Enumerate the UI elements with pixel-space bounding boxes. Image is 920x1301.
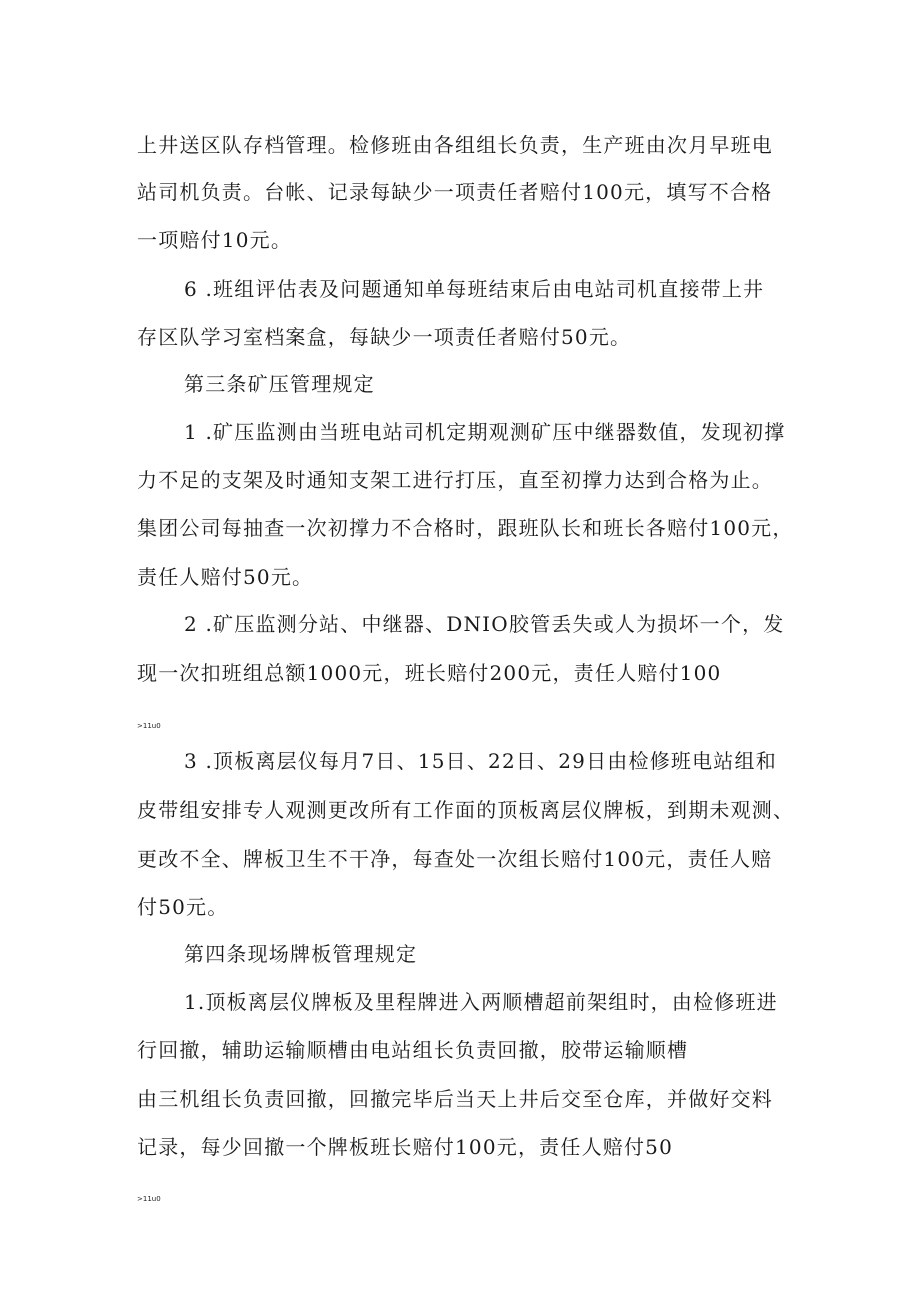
paragraph-line: 1 .矿压监测由当班电站司机定期观测矿压中继器数值，发现初撑	[184, 420, 786, 444]
paragraph-line: 2 .矿压监测分站、中继器、DNIO胶管丢失或人为损坏一个，发	[184, 612, 785, 636]
paragraph-line: 记录，每少回撤一个牌板班长赔付100元，责任人赔付50	[137, 1135, 674, 1159]
section-heading: 第三条矿压管理规定	[184, 372, 375, 396]
paragraph-line: 存区队学习室档案盒，每缺少一项责任者赔付50元。	[137, 325, 632, 349]
paragraph-line: 集团公司每抽查一次初撑力不合格时，跟班队长和班长各赔付100元，	[137, 516, 794, 540]
paragraph-line: 1.顶板离层仪牌板及里程牌进入两顺槽超前架组时，由检修班进	[184, 990, 778, 1014]
section-heading: 第四条现场牌板管理规定	[184, 942, 418, 966]
paragraph-line: 6 .班组评估表及问题通知单每班结束后由电站司机直接带上井	[184, 277, 765, 301]
paragraph-line: 上井送区队存档管理。检修班由各组组长负责，生产班由次月早班电	[137, 133, 773, 157]
paragraph-line: 力不足的支架及时通知支架工进行打压，直至初撑力达到合格为止。	[137, 468, 773, 492]
paragraph-line: 皮带组安排专人观测更改所有工作面的顶板离层仪牌板，到期未观测、	[137, 798, 795, 822]
paragraph-line: 更改不全、牌板卫生不干净，每查处一次组长赔付100元，责任人赔	[137, 847, 773, 871]
paragraph-line: 责任人赔付50元。	[137, 565, 314, 589]
paragraph-line: 付50元。	[137, 895, 229, 919]
page-note: >11u0	[137, 1195, 161, 1203]
paragraph-line: 一项赔付10元。	[137, 228, 293, 252]
paragraph-line: 行回撤，辅助运输顺槽由电站组长负责回撤，胶带运输顺槽	[137, 1038, 689, 1062]
paragraph-line: 由三机组长负责回撤，回撤完毕后当天上井后交至仓库，并做好交料	[137, 1087, 773, 1111]
paragraph-line: 3 .顶板离层仪每月7日、15日、22日、29日由检修班电站组和	[184, 749, 777, 773]
paragraph-line: 现一次扣班组总额1000元，班长赔付200元，责任人赔付100	[137, 661, 722, 685]
page-note: >11u0	[137, 722, 161, 730]
paragraph-line: 站司机负责。台帐、记录每缺少一项责任者赔付100元，填写不合格	[137, 180, 773, 204]
